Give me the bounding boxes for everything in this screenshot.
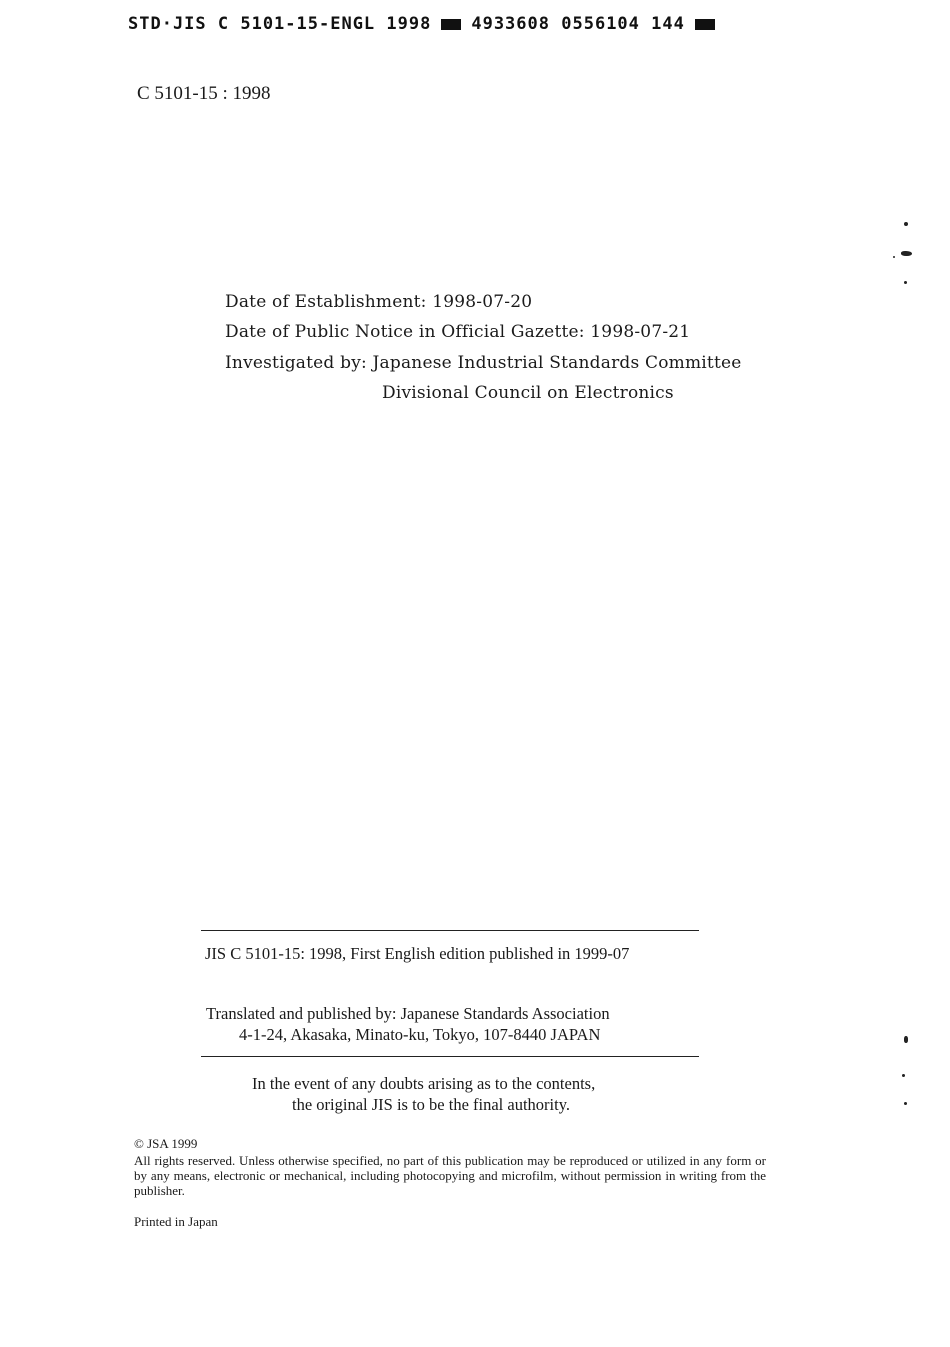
investigated-by: Investigated by: Japanese Industrial Standards Committee — [225, 353, 742, 373]
investigated-by-continued: Divisional Council on Electronics — [382, 383, 674, 403]
authority-note-line-1: In the event of any doubts arising as to the contents, — [252, 1074, 596, 1093]
scan-speck — [901, 251, 912, 256]
header-stamp-code-1: 4933608 — [471, 14, 550, 34]
scan-speck — [902, 1074, 905, 1077]
redaction-block — [695, 19, 715, 30]
divider-top — [201, 930, 699, 931]
divider-bottom — [201, 1056, 699, 1057]
rights-statement: All rights reserved. Unless otherwise specified, no part of this publication may be reproduced or utilized in any form or by any means, electronic or mechanical, including photocopying and microfilm, without permission in writing from the publisher. — [134, 1153, 766, 1198]
authority-note-line-2: the original JIS is to be the final authority. — [292, 1095, 571, 1114]
scan-speck — [904, 281, 907, 284]
scan-speck — [904, 222, 908, 226]
scan-speck — [893, 256, 895, 258]
header-stamp-id: STD·JIS C 5101-15-ENGL 1998 — [128, 14, 432, 34]
scan-speck — [904, 1102, 907, 1105]
redaction-block — [441, 19, 461, 30]
publisher-line: Translated and published by: Japanese Standards Association — [206, 1004, 610, 1023]
scan-speck — [904, 1036, 908, 1043]
date-of-public-notice: Date of Public Notice in Official Gazette: 1998-07-21 — [225, 322, 691, 342]
standard-number: C 5101-15 : 1998 — [137, 83, 271, 104]
printed-in: Printed in Japan — [134, 1214, 218, 1229]
header-stamp — [128, 14, 715, 34]
header-stamp-code-3: 144 — [651, 14, 685, 34]
edition-note: JIS C 5101-15: 1998, First English edition published in 1999-07 — [205, 944, 630, 963]
date-of-establishment: Date of Establishment: 1998-07-20 — [225, 292, 533, 312]
publisher-address: 4-1-24, Akasaka, Minato-ku, Tokyo, 107-8440 JAPAN — [239, 1025, 601, 1044]
copyright-notice: © JSA 1999 — [134, 1136, 198, 1151]
header-stamp-code-2: 0556104 — [561, 14, 640, 34]
